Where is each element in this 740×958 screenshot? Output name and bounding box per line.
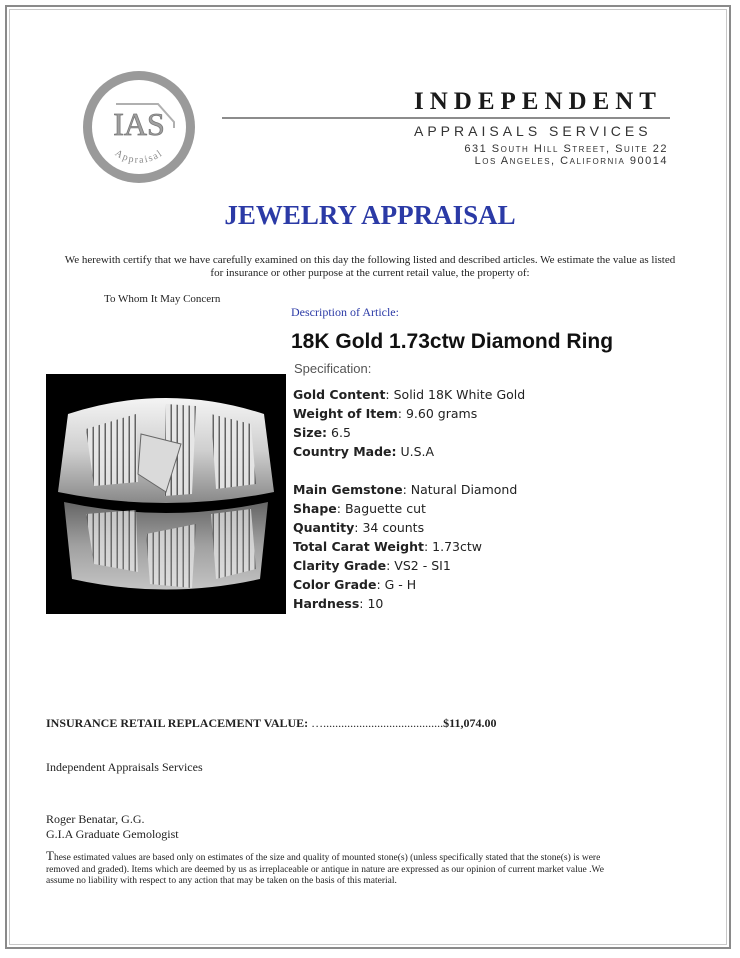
recipient: To Whom It May Concern xyxy=(104,293,221,305)
description-label: Description of Article: xyxy=(291,305,399,319)
logo-monogram: IAS xyxy=(113,106,165,142)
ias-logo xyxy=(80,68,198,186)
specifications xyxy=(293,385,525,613)
spec-row: Total Carat Weight: 1.73ctw xyxy=(293,539,482,554)
logo-arc-text: Appraisal xyxy=(112,147,166,166)
company-name: INDEPENDENT xyxy=(414,88,662,115)
spec-row: Gold Content: Solid 18K White Gold xyxy=(293,387,526,402)
document-title: JEWELRY APPRAISAL xyxy=(224,200,516,230)
signature-company: Independent Appraisals Services xyxy=(46,760,203,774)
address-line-1: 631 South Hill Street, Suite 22 xyxy=(464,143,668,155)
insurance-label: INSURANCE RETAIL REPLACEMENT VALUE: xyxy=(46,716,309,730)
disclaimer-text: hese estimated values are based only on estimates of the size and quality of mounted stone(s) (unless specifically stated that the stone(s) is were removed and graded). Items which are deemed by us as irreplaceable or antique in nature are expressed as our opinion of current market value .We assume no liability with respect to any action that may be taken on the basis of this material. xyxy=(46,853,604,886)
company-subtitle: APPRAISALS SERVICES xyxy=(414,123,652,139)
header-divider xyxy=(222,117,670,119)
spec-gap xyxy=(293,461,525,480)
spec-row: Size: 6.5 xyxy=(293,425,351,440)
spec-row: Shape: Baguette cut xyxy=(293,501,426,516)
address-line-2: Los Angeles, California 90014 xyxy=(474,155,668,167)
disclaimer xyxy=(46,850,606,888)
spec-row: Clarity Grade: VS2 - SI1 xyxy=(293,558,451,573)
spec-row: Hardness: 10 xyxy=(293,596,384,611)
logo-seal-icon xyxy=(80,68,198,186)
spec-row: Color Grade: G - H xyxy=(293,577,417,592)
spec-row: Main Gemstone: Natural Diamond xyxy=(293,482,518,497)
signature-title: G.I.A Graduate Gemologist xyxy=(46,827,179,841)
insurance-dots: …........................................ xyxy=(311,716,444,730)
insurance-amount: $11,074.00 xyxy=(443,716,497,730)
ring-image-icon xyxy=(46,374,286,614)
intro-paragraph: We herewith certify that we have carefully examined on this day the following listed and described articles. We estimate the value as listed for insurance or other purpose at the current retail value, the property of: xyxy=(64,254,676,279)
disclaimer-initial: T xyxy=(46,848,54,863)
specification-label: Specification: xyxy=(294,361,372,376)
spec-row: Weight of Item: 9.60 grams xyxy=(293,406,478,421)
spec-row: Quantity: 34 counts xyxy=(293,520,425,535)
signature-name: Roger Benatar, G.G. xyxy=(46,812,145,826)
insurance-value xyxy=(46,716,497,731)
spec-row: Country Made: U.S.A xyxy=(293,444,435,459)
ring-photo xyxy=(46,374,286,614)
item-title: 18K Gold 1.73ctw Diamond Ring xyxy=(291,330,614,353)
